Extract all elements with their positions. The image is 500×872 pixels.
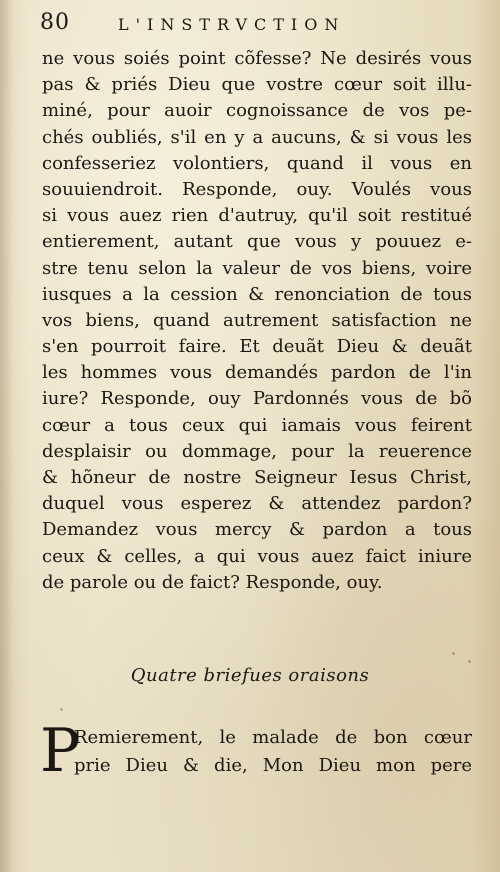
text-line: ne vous soiés point cõfesse? Ne desirés vous bbox=[42, 48, 472, 69]
text-line: vos biens, quand autrement satisfaction ne bbox=[42, 309, 472, 331]
text-line: duquel vous esperez & attendez pardon? bbox=[42, 493, 472, 515]
text-line: les hommes vous demandés pardon de l'in bbox=[42, 362, 472, 384]
text-line: desplaisir ou dommage, pour la reuerence bbox=[42, 440, 472, 462]
running-title: L'INSTRVCTION bbox=[118, 15, 346, 34]
gutter-shadow bbox=[0, 0, 14, 872]
text-line: souuiendroit. Responde, ouy. Voulés vous bbox=[42, 178, 472, 200]
prayer-paragraph bbox=[40, 716, 472, 786]
body-text bbox=[42, 46, 472, 596]
paper-speck bbox=[468, 660, 471, 663]
text-line: pas & priés Dieu que vostre cœur soit illu- bbox=[42, 74, 472, 96]
text-line: ceux & celles, a qui vous auez faict iniure bbox=[42, 545, 472, 567]
text-line: cœur a tous ceux qui iamais vous feirent bbox=[42, 414, 472, 436]
text-line: iure? Responde, ouy Pardonnés vous de bõ bbox=[42, 388, 472, 410]
text-line: prie Dieu & die, Mon Dieu mon pere bbox=[74, 755, 472, 776]
text-line: Demandez vous mercy & pardon a tous bbox=[42, 519, 472, 541]
text-line: si vous auez rien d'autruy, qu'il soit restitué bbox=[42, 205, 472, 227]
text-line: & hõneur de nostre Seigneur Iesus Christ, bbox=[42, 467, 472, 488]
paper-speck bbox=[60, 708, 63, 711]
paper-speck bbox=[452, 652, 455, 655]
text-line: de parole ou de faict? Responde, ouy. bbox=[42, 571, 383, 593]
text-line: miné, pour auoir cognoissance de vos pe- bbox=[42, 100, 472, 122]
text-line: s'en pourroit faire. Et deuãt Dieu & deuãt bbox=[42, 336, 472, 358]
text-line: entierement, autant que vous y pouuez e- bbox=[42, 231, 472, 253]
prayer-text bbox=[74, 724, 472, 780]
section-heading: Quatre briefues oraisons bbox=[130, 665, 370, 686]
text-line: Remierement, le malade de bon cœur bbox=[74, 727, 472, 748]
page-number: 80 bbox=[40, 10, 70, 35]
text-line: iusques a la cession & renonciation de tous bbox=[42, 283, 472, 305]
text-line: chés oubliés, s'il en y a aucuns, & si vous les bbox=[42, 126, 472, 148]
running-head bbox=[40, 10, 460, 40]
text-line: confesseriez volontiers, quand il vous en bbox=[42, 152, 472, 174]
drop-cap: P bbox=[40, 716, 81, 786]
text-line: stre tenu selon la valeur de vos biens, voire bbox=[42, 257, 472, 279]
